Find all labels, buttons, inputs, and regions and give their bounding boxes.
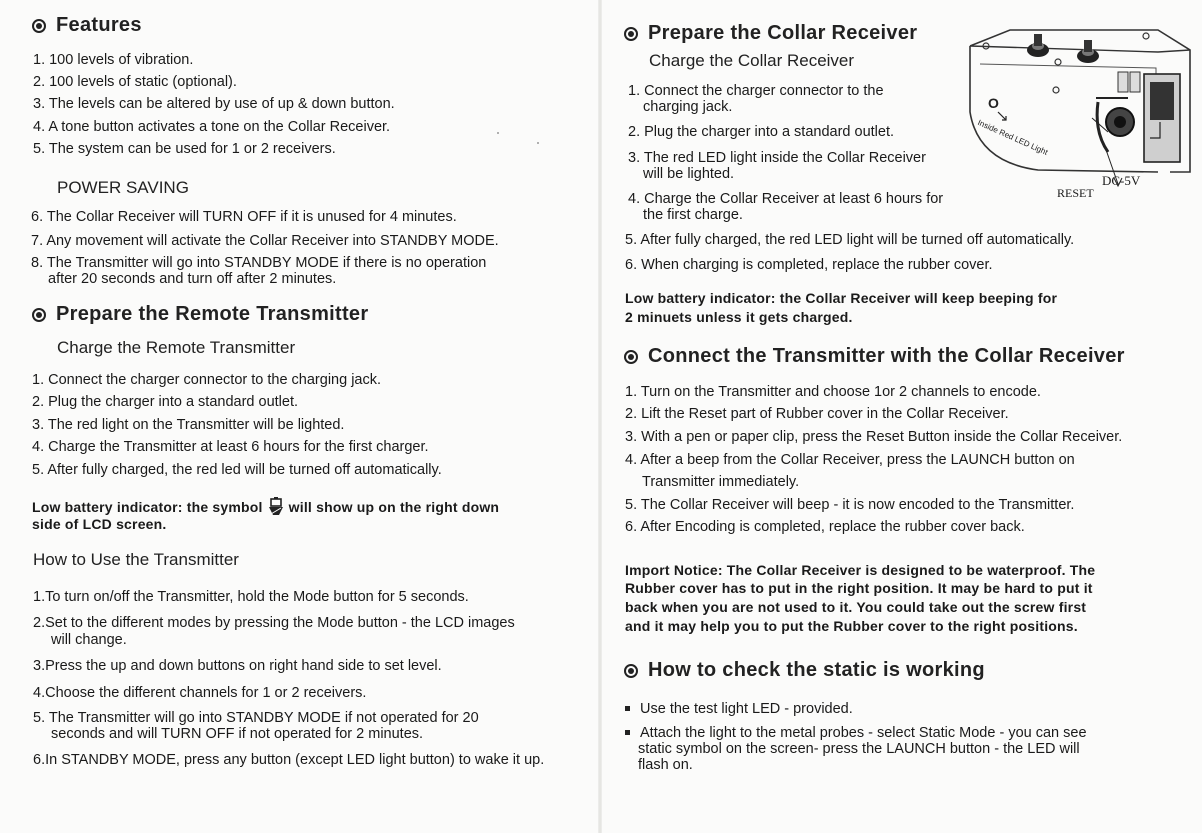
paper-speck — [497, 132, 499, 134]
power-item: 6. The Collar Receiver will TURN OFF if it is unused for 4 minutes. — [31, 209, 457, 225]
collar-item: 4. Charge the Collar Receiver at least 6 hours for — [628, 191, 944, 207]
use-item-cont: will change. — [51, 632, 127, 648]
collar-low-battery: Low battery indicator: the Collar Receiver will keep beeping for — [625, 290, 1058, 306]
dc-label: DC-5V — [1102, 173, 1141, 188]
power-item: 7. Any movement will activate the Collar Receiver into STANDBY MODE. — [31, 233, 499, 249]
collar-item-cont: charging jack. — [643, 99, 733, 115]
remote-subheading: Charge the Remote Transmitter — [57, 338, 296, 357]
use-item: 3.Press the up and down buttons on right hand side to set level. — [33, 658, 442, 674]
how-to-use-heading: How to Use the Transmitter — [33, 550, 239, 569]
use-item-cont: seconds and will TURN OFF if not operated for 2 minutes. — [51, 726, 424, 742]
collar-item: 1. Connect the charger connector to the — [628, 83, 884, 99]
power-saving-heading: POWER SAVING — [57, 178, 189, 197]
reset-label: RESET — [1057, 186, 1094, 200]
use-item: 1.To turn on/off the Transmitter, hold the Mode button for 5 seconds. — [33, 589, 469, 605]
battery-icon — [269, 497, 283, 519]
use-item: 6.In STANDBY MODE, press any button (except LED light button) to wake it up. — [33, 752, 545, 768]
connect-item: 2. Lift the Reset part of Rubber cover in the Collar Receiver. — [625, 406, 1009, 422]
connect-item: 4. After a beep from the Collar Receiver, press the LAUNCH button on — [625, 452, 1075, 468]
connect-item: 1. Turn on the Transmitter and choose 1or 2 channels to encode. — [625, 384, 1041, 400]
static-item-cont: static symbol on the screen- press the LAUNCH button - the LED will — [638, 741, 1080, 757]
collar-item: 5. After fully charged, the red LED light will be turned off automatically. — [625, 232, 1075, 248]
collar-item: 6. When charging is completed, replace the rubber cover. — [625, 257, 993, 273]
feature-item: 5. The system can be used for 1 or 2 receivers. — [33, 141, 336, 157]
circle-bullet-icon — [624, 27, 638, 41]
features-heading: Features — [32, 17, 142, 34]
connect-item: 3. With a pen or paper clip, press the Reset Button inside the Collar Receiver. — [625, 429, 1123, 445]
notice-line: Rubber cover has to put in the right position. It may be hard to put it — [625, 580, 1093, 596]
static-item: Use the test light LED - provided. — [625, 701, 853, 718]
svg-text:O: O — [988, 95, 999, 111]
remote-item: 1. Connect the charger connector to the charging jack. — [32, 372, 382, 388]
collar-item-cont: the first charge. — [643, 207, 743, 223]
notice-line: back when you are not used to it. You could take out the screw first — [625, 599, 1087, 615]
square-bullet-icon — [625, 706, 630, 711]
paper-speck — [537, 142, 539, 144]
static-item-cont: flash on. — [638, 757, 693, 773]
circle-bullet-icon — [624, 350, 638, 364]
remote-item: 4. Charge the Transmitter at least 6 hours for the first charger. — [32, 439, 429, 455]
notice-line: Import Notice: The Collar Receiver is designed to be waterproof. The — [625, 562, 1096, 578]
collar-item: 3. The red LED light inside the Collar Receiver — [628, 150, 926, 166]
collar-item-cont: will be lighted. — [643, 166, 735, 182]
circle-bullet-icon — [32, 308, 46, 322]
collar-low-battery-cont: 2 minuets unless it gets charged. — [625, 309, 853, 325]
circle-bullet-icon — [32, 19, 46, 33]
connect-item: 5. The Collar Receiver will beep - it is now encoded to the Transmitter. — [625, 497, 1075, 513]
circle-bullet-icon — [624, 664, 638, 678]
feature-item: 3. The levels can be altered by use of up & down button. — [33, 96, 395, 112]
feature-item: 4. A tone button activates a tone on the Collar Receiver. — [33, 119, 391, 135]
collar-subheading: Charge the Collar Receiver — [649, 51, 855, 70]
connect-item-cont: Transmitter immediately. — [642, 474, 800, 490]
square-bullet-icon — [625, 730, 630, 735]
connect-item: 6. After Encoding is completed, replace the rubber cover back. — [625, 519, 1025, 535]
remote-item: 3. The red light on the Transmitter will be lighted. — [32, 417, 345, 433]
use-item: 4.Choose the different channels for 1 or 2 receivers. — [33, 685, 367, 701]
remote-low-battery: Low battery indicator: the symbol will show up on the right down — [32, 497, 499, 519]
power-item: 8. The Transmitter will go into STANDBY MODE if there is no operation — [31, 255, 487, 271]
led-label: Inside Red LED Light — [976, 118, 1050, 157]
remote-low-battery-cont: side of LCD screen. — [32, 516, 167, 532]
use-item: 2.Set to the different modes by pressing the Mode button - the LCD images — [33, 615, 515, 631]
static-item: Attach the light to the metal probes - select Static Mode - you can see — [625, 725, 1087, 742]
collar-item: 2. Plug the charger into a standard outlet. — [628, 124, 895, 140]
collar-receiver-illustration — [958, 22, 1198, 202]
remote-item: 2. Plug the charger into a standard outlet. — [32, 394, 299, 410]
remote-heading: Prepare the Remote Transmitter — [32, 306, 368, 323]
connect-heading: Connect the Transmitter with the Collar Receiver — [624, 348, 1125, 365]
static-heading: How to check the static is working — [624, 662, 985, 679]
power-item-cont: after 20 seconds and turn off after 2 minutes. — [48, 271, 337, 287]
collar-receiver-diagram — [958, 22, 1198, 202]
feature-item: 1. 100 levels of vibration. — [33, 52, 194, 68]
left-page — [0, 0, 600, 833]
notice-line: and it may help you to put the Rubber cover to the right positions. — [625, 618, 1078, 634]
remote-item: 5. After fully charged, the red led will be turned off automatically. — [32, 462, 442, 478]
collar-heading: Prepare the Collar Receiver — [624, 25, 917, 42]
feature-item: 2. 100 levels of static (optional). — [33, 74, 237, 90]
use-item: 5. The Transmitter will go into STANDBY MODE if not operated for 20 — [33, 710, 479, 726]
